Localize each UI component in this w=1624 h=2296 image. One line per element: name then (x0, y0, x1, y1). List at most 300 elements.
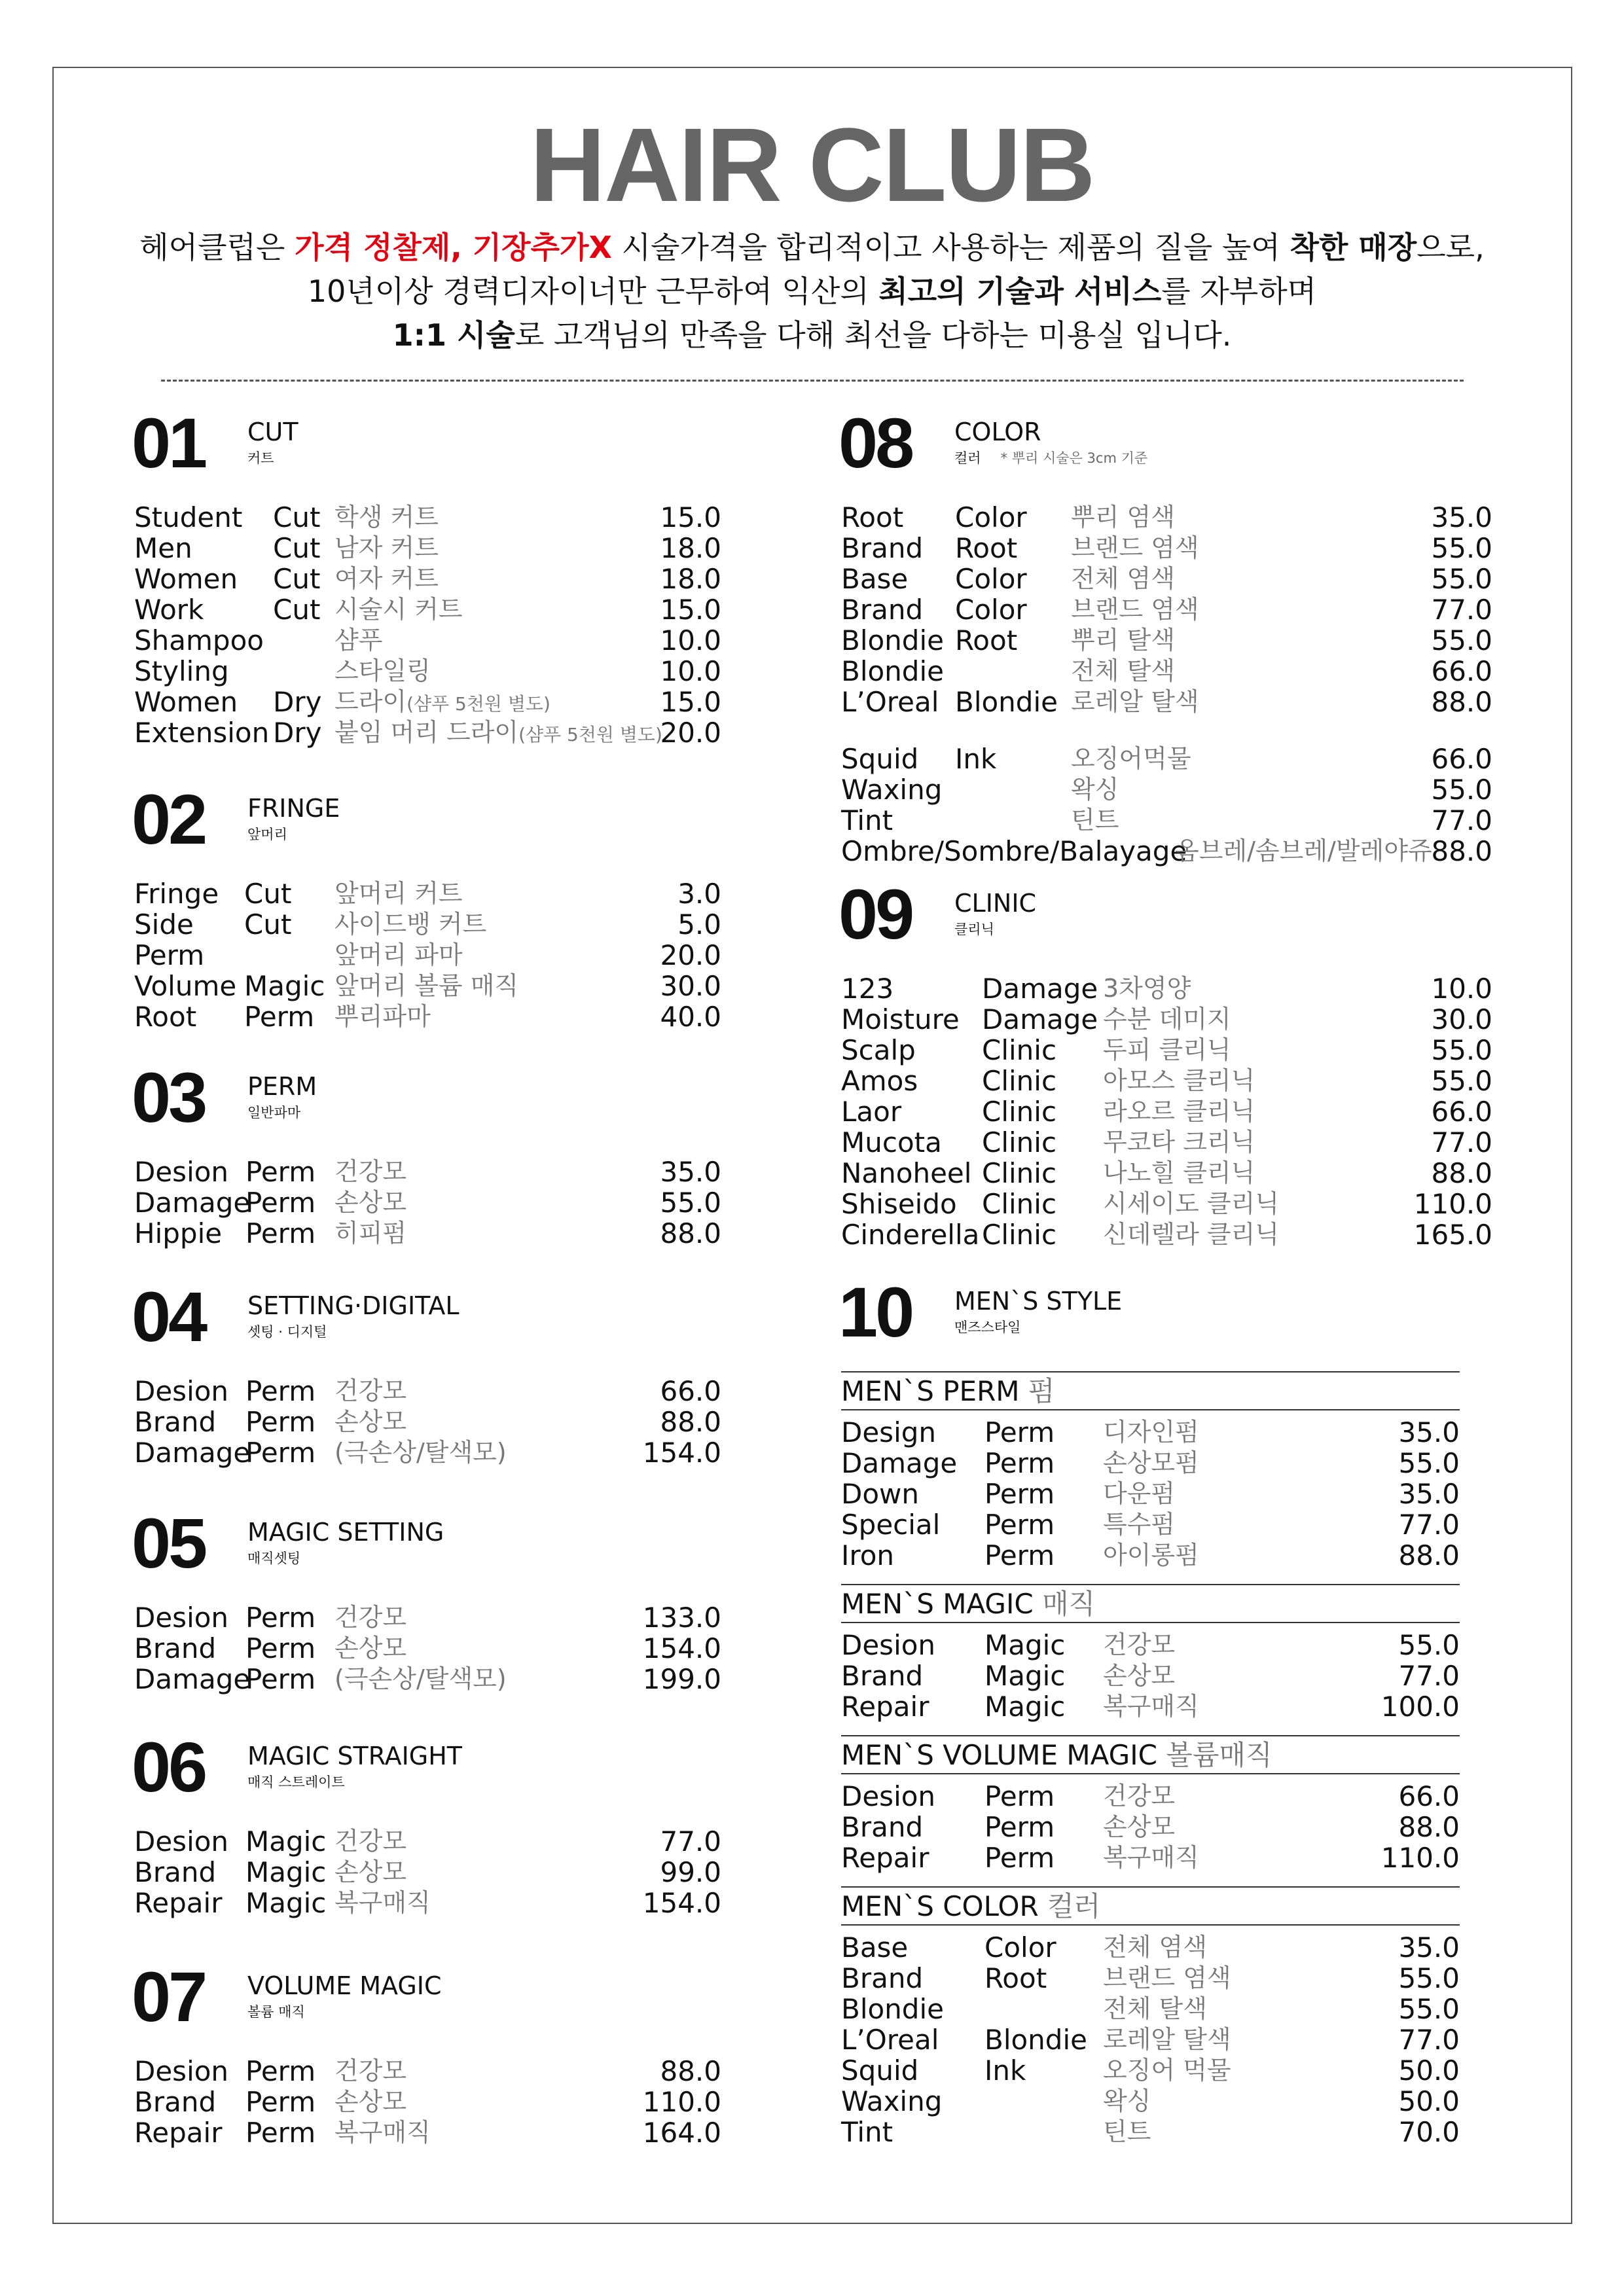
korean-label: 라오르 클리닉 (1103, 1097, 1255, 1126)
service-korean (1103, 1158, 1255, 1189)
menu-item (841, 774, 1492, 805)
menu-item (841, 2024, 1460, 2055)
menu-item (134, 656, 721, 687)
section-number: 02 (132, 780, 206, 859)
subsection-title: MEN`S VOLUME MAGIC (841, 1739, 1157, 1771)
korean-label: 히피펌 (334, 1219, 407, 1247)
subsection-korean: 컬러 (1047, 1890, 1101, 1922)
menu-item (841, 2055, 1460, 2086)
menu-item (134, 1826, 721, 1857)
korean-label: 손상모 (1103, 1812, 1176, 1841)
service-name: Base (841, 563, 909, 595)
korean-label: 여자 커트 (334, 564, 439, 593)
price: 165.0 (1413, 1219, 1492, 1251)
menu-item (134, 2056, 721, 2087)
korean-label: 건강모 (334, 1827, 407, 1856)
section-title: MAGIC SETTING (247, 1518, 444, 1547)
price: 66.0 (1431, 743, 1492, 775)
service-type: Dry (273, 686, 322, 718)
menu-item (134, 564, 721, 594)
korean-label: 수분 데미지 (1103, 1005, 1231, 1033)
menu-item (134, 909, 721, 940)
service-korean (1103, 2055, 1231, 2086)
service-korean (334, 940, 463, 971)
service-korean (1071, 656, 1175, 687)
korean-label: 복구매직 (334, 1888, 431, 1917)
page-title: HAIR CLUB (530, 106, 1094, 223)
row-gap (841, 717, 1492, 744)
price: 199.0 (642, 1663, 721, 1695)
section-magic-setting (132, 1503, 721, 1695)
korean-label: 신데렐라 클리닉 (1103, 1220, 1280, 1249)
korean-label: 샴푸 (334, 626, 383, 655)
korean-label: 남자 커트 (334, 533, 439, 562)
korean-label: 특수펌 (1103, 1510, 1176, 1539)
service-name: Brand (841, 1962, 924, 1994)
service-korean (1103, 1189, 1279, 1219)
price: 55.0 (1431, 1065, 1492, 1097)
service-korean (1071, 594, 1199, 625)
section-header (132, 1727, 721, 1826)
service-type: Clinic (982, 1034, 1057, 1066)
section-header (839, 874, 1492, 973)
section-title: COLOR (954, 418, 1041, 446)
korean-label: 뿌리 탈색 (1071, 626, 1175, 655)
price: 77.0 (1398, 1509, 1460, 1541)
korean-label: 앞머리 파마 (334, 941, 463, 969)
menu-item (134, 1888, 721, 1918)
service-type: Perm (245, 1375, 316, 1407)
section-number: 07 (132, 1957, 206, 2036)
korean-label: 3차영양 (1103, 974, 1191, 1003)
service-name: Root (134, 1001, 197, 1033)
service-type: Clinic (982, 1126, 1057, 1158)
menu-item (841, 1509, 1460, 1540)
korean-label: 손상모 (334, 1188, 407, 1217)
menu-item (841, 1158, 1492, 1189)
service-type: Clinic (982, 1188, 1057, 1220)
section-number: 01 (132, 403, 206, 482)
section-title: SETTING·DIGITAL (247, 1291, 460, 1320)
service-name: L’Oreal (841, 2024, 939, 2056)
menu-item (841, 564, 1492, 594)
service-korean (1071, 564, 1175, 594)
korean-label: 로레알 탈색 (1103, 2025, 1231, 2054)
price: 40.0 (660, 1001, 721, 1033)
section-number: 03 (132, 1058, 206, 1137)
service-name: Moisture (841, 1003, 960, 1035)
intro-text (0, 226, 1624, 357)
service-korean (1103, 973, 1191, 1004)
intro-segment: 가격 정찰제, 기장추가X (295, 230, 612, 265)
section-fringe (132, 780, 721, 1033)
section-subtitle (247, 1321, 327, 1341)
service-type: Clinic (982, 1219, 1057, 1251)
price: 35.0 (1431, 501, 1492, 533)
service-type: Perm (245, 2117, 316, 2149)
menu-item (841, 1004, 1492, 1035)
service-type: Magic (245, 1825, 327, 1857)
service-korean (1103, 1842, 1199, 1873)
menu-item (134, 1218, 721, 1249)
service-type: Magic (245, 1856, 327, 1888)
service-korean (334, 1376, 406, 1407)
menu-item (134, 1001, 721, 1032)
service-name: Brand (841, 594, 924, 626)
service-type: Perm (984, 1539, 1055, 1571)
korean-label: 손상모 (334, 1857, 407, 1886)
korean-note: (샴푸 5천원 별도) (518, 724, 662, 745)
price: 55.0 (1431, 624, 1492, 656)
service-name: Blondie (841, 655, 944, 687)
service-name: Desion (134, 1602, 229, 1634)
menu-item (134, 687, 721, 717)
service-type: Blondie (984, 2024, 1087, 2056)
service-korean (334, 502, 439, 533)
service-korean (1103, 1963, 1231, 1994)
intro-line (0, 270, 1624, 314)
section-subtitle (954, 919, 994, 939)
service-korean (1103, 1066, 1255, 1096)
section-subtitle (247, 1772, 345, 1791)
korean-label: 손상모 (334, 1407, 407, 1436)
service-korean (1103, 1691, 1199, 1722)
service-korean (334, 2056, 406, 2087)
section-subtitle-text: 매직셋팅 (247, 1551, 301, 1566)
service-name: Desion (134, 1825, 229, 1857)
service-name: Women (134, 563, 238, 595)
price: 88.0 (660, 1406, 721, 1438)
korean-label: 브랜드 염색 (1071, 595, 1199, 624)
menu-item (841, 502, 1492, 533)
section-subtitle-text: 매직 스트레이트 (247, 1774, 345, 1790)
korean-note: (샴푸 5천원 별도) (406, 693, 550, 715)
subsection-title: MEN`S COLOR (841, 1890, 1039, 1922)
service-type: Perm (245, 2086, 316, 2118)
korean-label: 복구매직 (334, 2118, 431, 2147)
service-name: Iron (841, 1539, 895, 1571)
section-subtitle (247, 2001, 305, 2021)
korean-label: 뿌리파마 (334, 1002, 431, 1031)
price: 77.0 (1431, 594, 1492, 626)
price: 35.0 (1398, 1931, 1460, 1964)
korean-label: 옴브레/솜브레/발레야쥬 (1175, 836, 1432, 865)
price: 88.0 (1398, 1811, 1460, 1843)
service-name: Damage (841, 1447, 958, 1479)
section-volume-magic (132, 1957, 721, 2149)
service-type: Perm (245, 1663, 316, 1695)
service-type: Root (984, 1962, 1047, 1994)
service-name: Waxing (841, 2085, 943, 2117)
service-name: Base (841, 1931, 909, 1964)
service-korean (1103, 1660, 1175, 1691)
section-subtitle-text: 일반파마 (247, 1105, 301, 1121)
service-korean (1103, 1004, 1231, 1035)
service-type: Clinic (982, 1157, 1057, 1189)
price: 55.0 (1398, 1993, 1460, 2025)
service-name: Root (841, 501, 904, 533)
menu-item (841, 1660, 1460, 1691)
service-korean (334, 1187, 406, 1218)
menu-item (134, 1602, 721, 1633)
service-name: Blondie (841, 624, 944, 656)
service-type: Perm (984, 1478, 1055, 1510)
service-korean (1071, 774, 1119, 805)
service-type: Blondie (955, 686, 1058, 718)
service-name: Damage (134, 1187, 251, 1219)
service-korean (334, 1888, 431, 1918)
korean-label: 아모스 클리닉 (1103, 1066, 1255, 1095)
price: 88.0 (1431, 686, 1492, 718)
service-name: Waxing (841, 774, 943, 806)
service-korean (1103, 1417, 1199, 1448)
menu-item (134, 717, 721, 748)
service-name: Amos (841, 1065, 918, 1097)
service-name: Brand (841, 1811, 924, 1843)
korean-label: 왁싱 (1071, 775, 1119, 804)
section-clinic (839, 874, 1492, 1251)
section-title: CLINIC (954, 889, 1037, 918)
service-name: Special (841, 1509, 941, 1541)
korean-label: 건강모 (334, 1157, 407, 1186)
service-name: Work (134, 594, 204, 626)
service-korean (334, 533, 439, 564)
section-subtitle-text: 클리닉 (954, 922, 994, 937)
service-korean (1103, 2024, 1231, 2055)
service-korean (1103, 1509, 1175, 1540)
price: 99.0 (660, 1856, 721, 1888)
service-name: Desion (841, 1629, 936, 1661)
service-korean (334, 1826, 406, 1857)
korean-label: 전체 염색 (1071, 564, 1175, 593)
service-korean (334, 1602, 406, 1633)
service-type: Damage (982, 973, 1098, 1005)
korean-label: 복구매직 (1103, 1843, 1199, 1872)
korean-label: 오징어먹물 (1071, 744, 1191, 773)
menu-item (841, 1219, 1492, 1250)
menu-item (841, 836, 1492, 867)
section-color (839, 403, 1492, 867)
service-type: Magic (984, 1660, 1066, 1692)
korean-label: 전체 염색 (1103, 1933, 1207, 1962)
menu-item (134, 1857, 721, 1888)
service-korean (334, 909, 486, 940)
menu-item (134, 2117, 721, 2148)
service-name: Squid (841, 2054, 919, 2087)
subsection-header (841, 1372, 1460, 1409)
service-type: Magic (245, 1887, 327, 1919)
section-subtitle (247, 1548, 300, 1568)
menu-item (841, 2086, 1460, 2117)
service-name: Desion (134, 2055, 229, 2087)
korean-label: 전체 탈색 (1103, 1994, 1207, 2023)
section-subtitle-text: 셋팅 · 디지털 (247, 1324, 327, 1340)
korean-label: 앞머리 커트 (334, 879, 463, 908)
price: 110.0 (1413, 1188, 1492, 1220)
price: 35.0 (1398, 1478, 1460, 1510)
menu-item (841, 1781, 1460, 1812)
section-cut (132, 403, 721, 749)
menu-item (841, 1540, 1460, 1571)
service-korean (1103, 1096, 1255, 1127)
service-type: Clinic (982, 1065, 1057, 1097)
price: 10.0 (660, 655, 721, 687)
service-type: Ink (984, 2054, 1026, 2087)
menu-item (134, 1437, 721, 1468)
price: 66.0 (1431, 655, 1492, 687)
price: 10.0 (1431, 973, 1492, 1005)
price: 18.0 (660, 532, 721, 564)
section-number: 04 (132, 1277, 206, 1356)
menu-item (134, 940, 721, 971)
korean-label: 다운펌 (1103, 1479, 1176, 1508)
service-korean (334, 687, 550, 719)
section-header (132, 403, 721, 502)
service-name: Shiseido (841, 1188, 957, 1220)
price: 30.0 (1431, 1003, 1492, 1035)
service-name: Brand (841, 1660, 924, 1692)
korean-label: 건강모 (1103, 1630, 1176, 1659)
korean-label: 드라이 (334, 687, 407, 716)
service-korean (334, 1437, 507, 1468)
service-korean (334, 594, 463, 625)
service-name: Ombre/Sombre/Balayage (841, 835, 1187, 867)
price: 110.0 (642, 2086, 721, 2118)
menu-item (134, 1633, 721, 1664)
menu-item (134, 1187, 721, 1218)
korean-label: 아이롱펌 (1103, 1541, 1199, 1570)
price: 66.0 (1398, 1780, 1460, 1812)
korean-label: (극손상/탈색모) (334, 1664, 507, 1693)
menu-item (841, 1842, 1460, 1873)
intro-segment: 10년이상 경력디자이너만 근무하여 익산의 (307, 274, 879, 309)
section-subtitle (954, 448, 1147, 467)
service-type: Cut (273, 532, 321, 564)
subsection-title: MEN`S MAGIC (841, 1588, 1034, 1620)
service-type: Perm (245, 1187, 316, 1219)
service-name: Shampoo (134, 624, 264, 656)
price: 77.0 (1398, 1660, 1460, 1692)
section-magic-straight (132, 1727, 721, 1919)
korean-label: 건강모 (334, 1603, 407, 1632)
intro-segment: 1:1 시술 (392, 317, 515, 353)
service-type: Perm (984, 1447, 1055, 1479)
service-korean (334, 1218, 406, 1249)
menu-item (841, 1963, 1460, 1994)
intro-segment: 착한 매장 (1290, 230, 1417, 265)
section-subtitle (954, 1317, 1020, 1336)
service-name: Hippie (134, 1217, 223, 1249)
service-type: Color (955, 501, 1027, 533)
subsection-rows (841, 1410, 1460, 1584)
korean-label: 붙임 머리 드라이 (334, 718, 519, 747)
menu-item (841, 1066, 1492, 1096)
korean-label: 복구매직 (1103, 1692, 1199, 1721)
korean-label: 나노힐 클리닉 (1103, 1158, 1255, 1187)
subsection-header (841, 1736, 1460, 1773)
service-korean (334, 2087, 406, 2117)
korean-label: 건강모 (334, 1376, 407, 1405)
service-type: Magic (244, 970, 325, 1002)
price: 164.0 (642, 2117, 721, 2149)
subsection-korean: 볼륨매직 (1166, 1739, 1272, 1771)
price: 154.0 (642, 1632, 721, 1664)
menu-item (134, 533, 721, 564)
service-korean (1103, 1479, 1175, 1509)
service-type: Cut (244, 878, 292, 910)
intro-segment: 를 자부하며 (1161, 274, 1317, 309)
service-type: Magic (984, 1691, 1066, 1723)
service-type: Perm (245, 2055, 316, 2087)
service-name: Styling (134, 655, 229, 687)
service-type: Perm (244, 1001, 315, 1033)
price: 55.0 (1398, 1962, 1460, 1994)
section-title: PERM (247, 1072, 317, 1101)
price: 55.0 (1431, 532, 1492, 564)
service-name: Cinderella (841, 1219, 980, 1251)
menu-item (134, 1407, 721, 1437)
service-korean (1103, 2086, 1151, 2117)
service-korean (1103, 1812, 1175, 1842)
price: 154.0 (642, 1437, 721, 1469)
service-name: Repair (841, 1842, 929, 1874)
menu-item (134, 1376, 721, 1407)
service-korean (1103, 1035, 1231, 1066)
service-type: Damage (982, 1003, 1098, 1035)
service-name: Tint (841, 2116, 893, 2148)
price: 66.0 (1431, 1096, 1492, 1128)
intro-segment: 로 고객님의 만족을 다해 최선을 다하는 미용실 입니다. (514, 317, 1232, 353)
menu-item (134, 625, 721, 656)
price: 30.0 (660, 970, 721, 1002)
price: 70.0 (1398, 2116, 1460, 2148)
service-korean (1071, 625, 1175, 656)
section-number: 08 (839, 403, 912, 482)
service-type: Root (955, 624, 1018, 656)
service-name: Brand (134, 1856, 217, 1888)
service-type: Perm (245, 1602, 316, 1634)
menu-item (841, 1096, 1492, 1127)
intro-segment: 최고의 기술과 서비스 (878, 274, 1162, 309)
menu-item (841, 805, 1492, 836)
service-korean (334, 717, 662, 750)
price: 35.0 (660, 1156, 721, 1188)
service-name: Desion (134, 1156, 229, 1188)
subsection-rows (841, 1926, 1460, 2161)
korean-label: 손상모 (334, 1634, 407, 1662)
price: 100.0 (1380, 1691, 1460, 1723)
service-name: 123 (841, 973, 894, 1005)
service-korean (334, 2117, 431, 2148)
menu-item (841, 1417, 1460, 1448)
korean-label: 로레알 탈색 (1071, 687, 1199, 716)
korean-label: 틴트 (1103, 2117, 1151, 2146)
service-type: Perm (984, 1509, 1055, 1541)
intro-line (0, 226, 1624, 270)
service-type: Perm (984, 1811, 1055, 1843)
section-men-s-style (839, 1272, 1460, 2161)
price: 77.0 (1398, 2024, 1460, 2056)
korean-label: 전체 탈색 (1071, 656, 1175, 685)
korean-label: 학생 커트 (334, 503, 439, 531)
service-type: Perm (245, 1406, 316, 1438)
service-korean (1071, 805, 1119, 836)
service-type: Cut (273, 594, 321, 626)
service-name: Damage (134, 1437, 251, 1469)
section-header (132, 1277, 721, 1376)
korean-label: 시술시 커트 (334, 595, 463, 624)
service-name: Repair (841, 1691, 929, 1723)
